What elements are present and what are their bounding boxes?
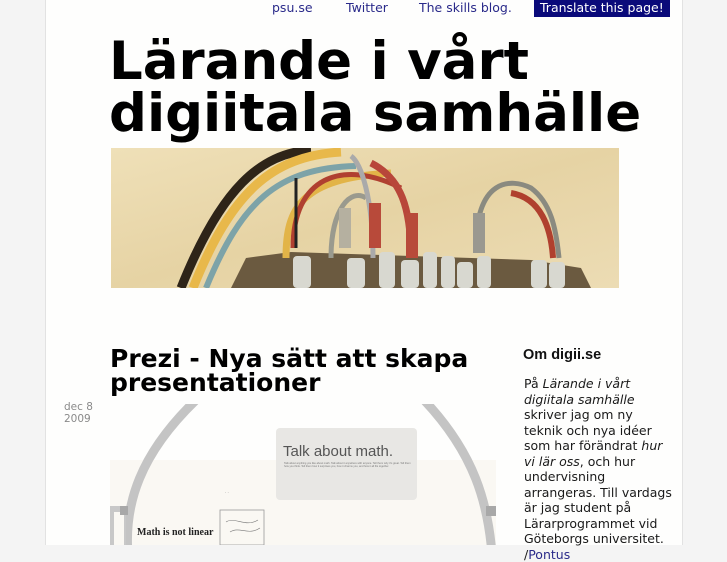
about-text-prefix: På [524,376,543,391]
page-container [45,0,683,562]
nav-link-skills-blog[interactable]: The skills blog. [419,0,512,15]
nav-link-psu[interactable]: psu.se [272,0,313,15]
site-title[interactable] [109,31,642,144]
header-image [111,148,619,288]
translate-page-button[interactable]: Translate this page! [534,0,670,17]
prezi-card-body: Talk about anything you like about math. Talk about it anywhere with anyone. Tell them why it's great. Tell them how you think. Tell them how it surprises you, how it charms you, and how it all fits together. [284,462,411,469]
site-title-line1: Lärande i vårt [109,31,529,92]
svg-text:· ·: · · [225,490,229,495]
signature-prefix: / [524,546,529,562]
prezi-label: Math is not linear [137,527,214,538]
sidebar-about [523,346,673,562]
post-date-day: dec 8 [64,401,93,413]
site-title-line2: digiitala samhälle [109,83,642,144]
sidebar-title: Om digii.se [523,347,602,363]
about-blog-name: Lärande i vårt digiitala samhälle [524,376,635,407]
author-link-pontus[interactable]: Pontus [528,546,571,562]
post-title[interactable]: Prezi - Nya sätt att skapa presentationer [110,344,469,397]
post-date-year: 2009 [64,413,91,425]
prezi-frame-graphic [110,404,496,545]
prezi-embed[interactable] [110,404,496,545]
about-emphasis: hur vi lär oss [524,438,663,469]
post-date [64,401,104,425]
about-text-mid: skriver jag om ny teknik och nya idéer som har förändrat [524,407,652,453]
sidebar-about-text [524,376,673,562]
audio-cables-image [111,148,619,288]
about-text-rest: , och hur undervisning arrangeras. Till vardags är jag student på Lärarprogrammet vid Göteborgs universitet. [524,453,672,546]
nav-link-twitter[interactable]: Twitter [346,0,388,15]
prezi-card-title: Talk about math. [283,443,394,460]
